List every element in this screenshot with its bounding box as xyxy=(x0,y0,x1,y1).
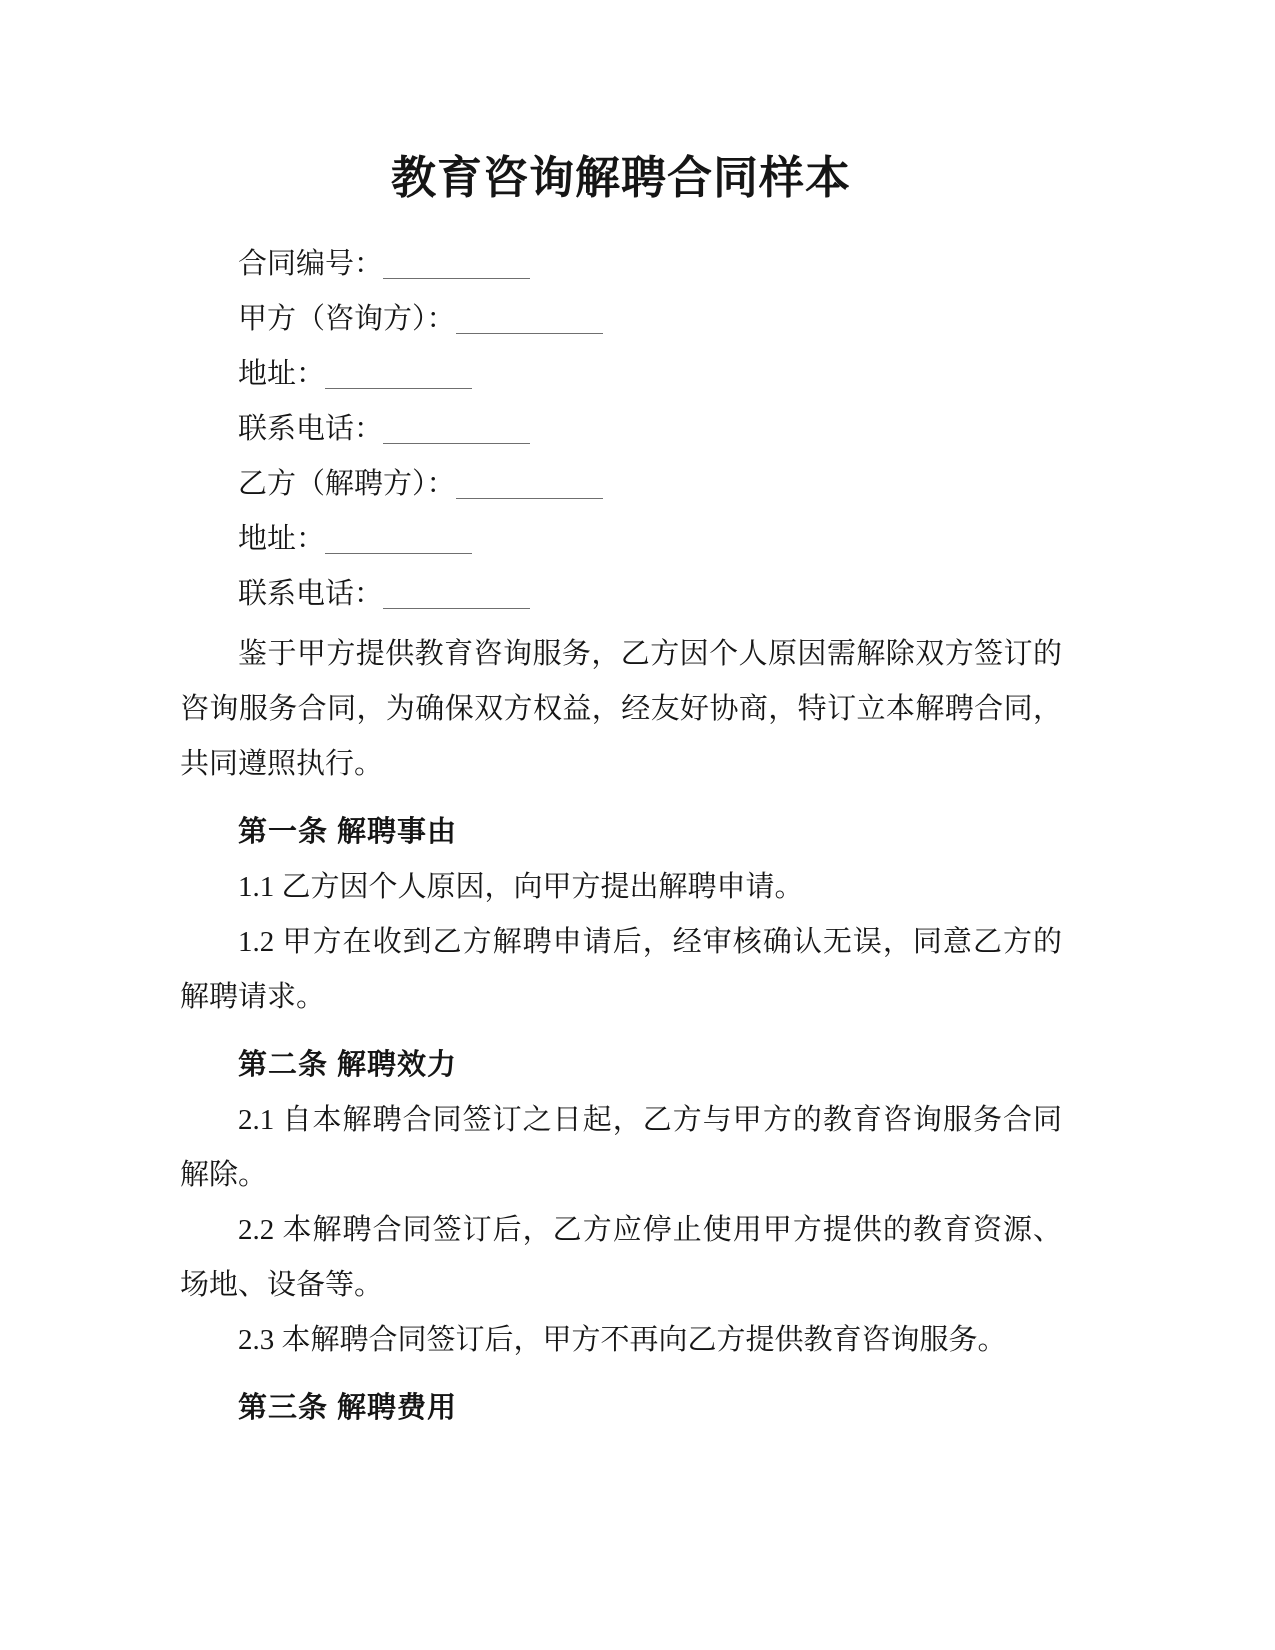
paragraph-line: 解聘请求。 xyxy=(180,981,326,1013)
field-label: 地址： xyxy=(238,523,326,555)
field-label: 乙方（解聘方）： xyxy=(238,468,456,500)
field-label: 地址： xyxy=(238,358,326,390)
fill-in-blank-line xyxy=(456,469,603,499)
paragraph-line: 鉴于甲方提供教育咨询服务，乙方因个人原因需解除双方签订的 xyxy=(238,638,1062,670)
field-row xyxy=(238,292,1062,347)
paragraph-line: 1.2 甲方在收到乙方解聘申请后，经审核确认无误，同意乙方的 xyxy=(238,926,1062,958)
field-label: 联系电话： xyxy=(238,578,384,610)
fill-in-blank-line xyxy=(325,524,472,554)
article-2-heading: 第二条 解聘效力 xyxy=(238,1049,458,1081)
clause-2-3 xyxy=(180,1313,1062,1368)
field-label: 联系电话： xyxy=(238,413,384,445)
field-row xyxy=(238,237,1062,292)
clause-2-2 xyxy=(180,1203,1062,1313)
paragraph-line: 解除。 xyxy=(180,1159,268,1191)
paragraph-line: 2.2 本解聘合同签订后，乙方应停止使用甲方提供的教育资源、 xyxy=(238,1214,1062,1246)
paragraph-line: 共同遵照执行。 xyxy=(180,748,384,780)
paragraph-line: 1.1 乙方因个人原因，向甲方提出解聘申请。 xyxy=(238,871,804,903)
field-label: 合同编号： xyxy=(238,248,384,280)
field-label: 甲方（咨询方）： xyxy=(238,303,456,335)
fill-in-blank-line xyxy=(383,579,530,609)
document-title: 教育咨询解聘合同样本 xyxy=(390,153,851,203)
clause-1-1 xyxy=(180,860,1062,915)
fill-in-blank-line xyxy=(383,414,530,444)
preamble xyxy=(180,627,1062,792)
field-row xyxy=(238,347,1062,402)
fill-in-blank-line xyxy=(383,249,530,279)
document-content xyxy=(180,0,1062,1436)
article-3-heading: 第三条 解聘费用 xyxy=(238,1392,458,1424)
contract-body xyxy=(180,627,1062,1436)
field-row xyxy=(238,402,1062,457)
paragraph-line: 咨询服务合同，为确保双方权益，经友好协商，特订立本解聘合同， xyxy=(180,693,1062,725)
field-row xyxy=(238,457,1062,512)
paragraph-line: 2.1 自本解聘合同签订之日起，乙方与甲方的教育咨询服务合同 xyxy=(238,1104,1062,1136)
paragraph-line: 场地、设备等。 xyxy=(180,1269,384,1301)
fill-in-blank-line xyxy=(456,304,603,334)
article-1-heading: 第一条 解聘事由 xyxy=(238,816,458,848)
field-row xyxy=(238,512,1062,567)
contract-header-fields xyxy=(180,237,1062,622)
field-row xyxy=(238,567,1062,622)
clause-2-1 xyxy=(180,1093,1062,1203)
clause-1-2 xyxy=(180,915,1062,1025)
paragraph-line: 2.3 本解聘合同签订后，甲方不再向乙方提供教育咨询服务。 xyxy=(238,1324,1007,1356)
fill-in-blank-line xyxy=(325,359,472,389)
